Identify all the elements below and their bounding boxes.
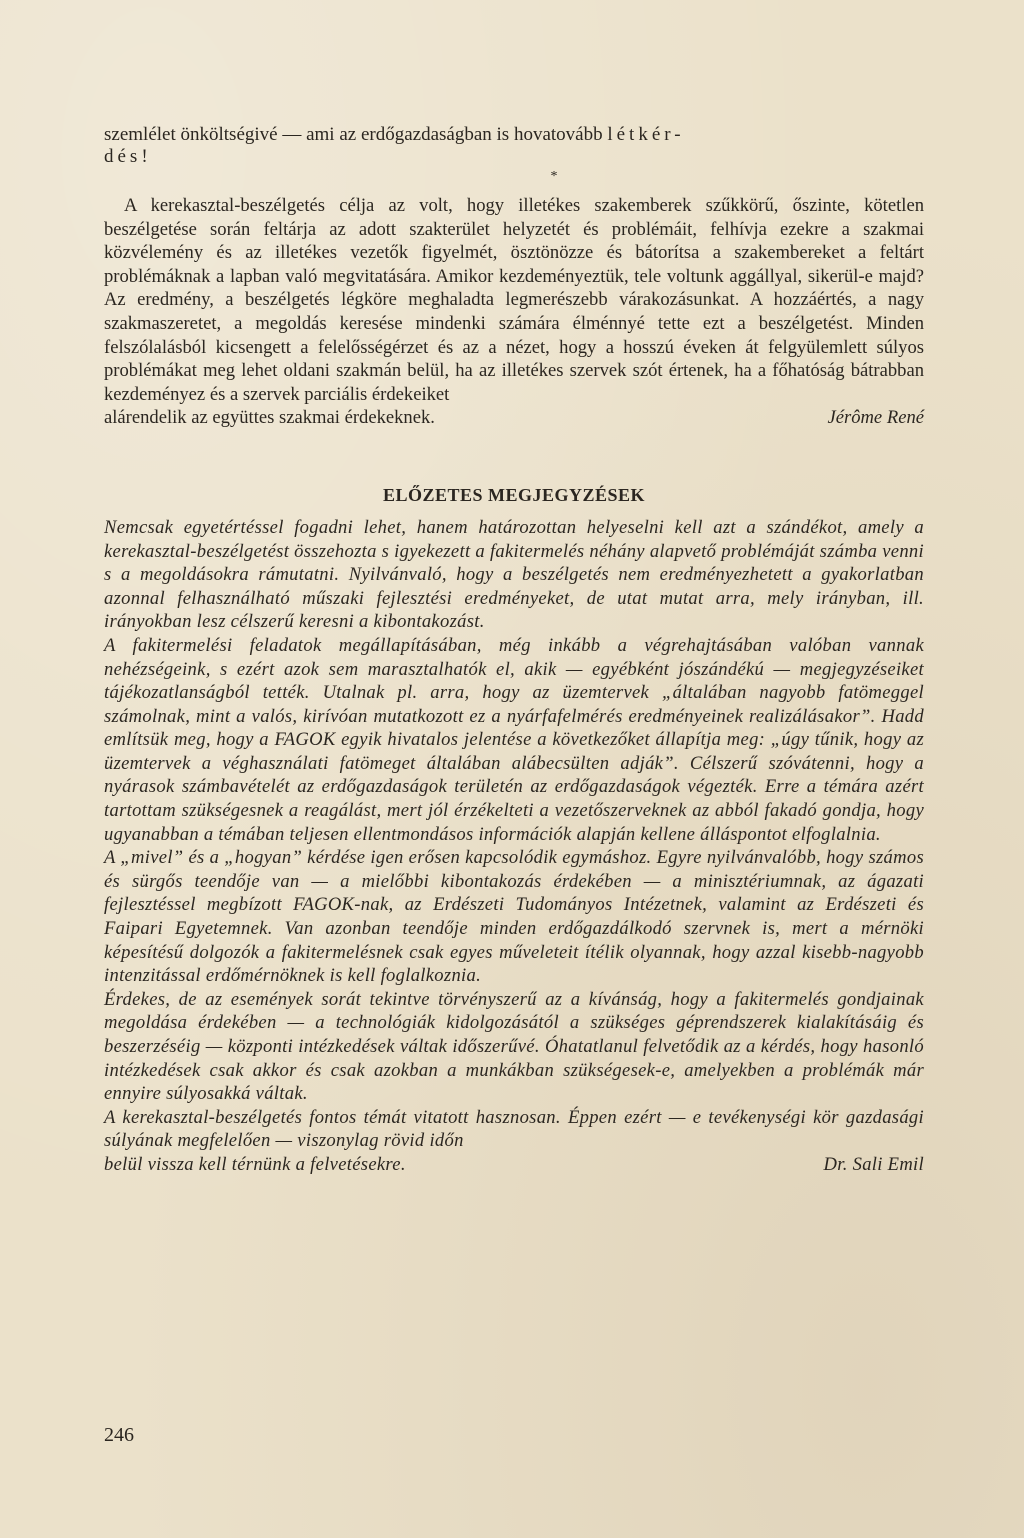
section-paragraph-4: Érdekes, de az események sorát tekintve törvényszerű az a kívánság, hogy a fakitermelés gondjainak megoldása érdekében — a technológiák kidolgozásától a szükséges géprendszerek kialakításáig és beszerzéséig — központi intézkedések váltak időszerűvé. Óhatatlanul felvetődik az a kérdés, hogy hasonló intézkedések csak akkor és csak azokban a munkákban szükségesek-e, amelyekben a problémák már ennyire súlyosakká váltak. [104,988,924,1105]
section-paragraph-1: Nemcsak egyetértéssel fogadni lehet, hanem határozottan helyeselni kell azt a szándékot, amely a kerekasztal-beszélgetést összehozta s igyekezett a fakitermelés néhány alapvető problémáját számba venni s a megoldásokra rámutatni. Nyilvánvaló, hogy a beszélgetés nem eredményezhetett a gyakorlatban azonnal felhasználható műszaki fejlesztési eredményeket, de utat mutat arra, mely irányban, ill. irányokban lesz célszerű keresni a kibontakozást. [104,516,924,633]
continued-text [104,124,924,168]
first-article-last-line: alárendelik az együttes szakmai érdekeknek. [104,407,435,429]
author-signature: Jérôme René [827,407,924,429]
section-separator-asterisk: * [550,169,558,184]
spaced-word-part2: dés! [104,146,152,167]
first-article-closing [104,406,924,430]
section-paragraph-2: A fakitermelési feladatok megállapításában, még inkább a végrehajtásában valóban vannak nehézségeink, s ezért azok sem marasztalhatók el, akik — egyébként jószándékú — megjegyzéseiket tájékozatlanságból tették. Utalnak pl. arra, hogy az üzemtervek „általában nagyobb fatömeggel számolnak, mint a valós, kirívóan mutatkozott ez a nyárfafelmérés eredményeinek realizálásakor”. Hadd említsük meg, hogy a FAGOK egyik hivatalos jelentése a következőket állapítja meg: „úgy tűnik, hogy az üzemtervek a véghasználati fatömeget általában alábecsülten adják”. Célszerű szóvátenni, hogy a nyárasok számbavételét az erdőgazdaságok területén az erdőgazdaságok végezték. Erre a témára azért tartottam szükségesnek a reagálást, mert jól érzékelteti a vezetőszerveknek az abból fakadó gondja, hogy ugyanabban a témában teljesen ellentmondásos információk alapján kellene álláspontot elfoglalnia. [104,634,924,845]
text-column [104,124,924,1177]
continued-text-start: szemlélet önköltségivé — ami az erdőgazdaságban is hovatovább [104,124,603,145]
spaced-word-part1: létkér- [607,124,685,145]
section-last-line: belül vissza kell térnünk a felvetésekre. [104,1153,406,1175]
page-number: 246 [104,1424,134,1446]
section-closing [104,1153,924,1177]
first-article-paragraph: A kerekasztal-beszélgetés célja az volt, hogy illetékes szakemberek szűkkörű, őszinte, kötetlen beszélgetése során feltárja az adott szakterület helyzetét és problémáit, felhívja ezekre a szakmai közvélemény és az illetékes vezetők figyelmét, ösztönözze és bátorítsa a szakembereket a feltárt problémáknak a lapban való megvitatására. Amikor kezdeményeztük, tele voltunk aggállyal, sikerül-e majd? Az eredmény, a beszélgetés légköre meghaladta legmerészebb várakozásunkat. A hozzáértés, a nagy szakmaszeretet, a megoldás keresése mindenki számára élménnyé tette ezt a beszélgetést. Minden felszólalásból kicsengett a felelősségérzet és az a nézet, hogy a hosszú éveken át felgyülemlett súlyos problémákat meg lehet oldani szakmán belül, ha az illetékes szervek szót értenek, ha a főhatóság bátrabban kezdeményez és a szervek parciális érdekeiket [104,195,924,405]
first-article [104,194,924,430]
section-paragraph-3: A „mivel” és a „hogyan” kérdése igen erősen kapcsolódik egymáshoz. Egyre nyilvánvalóbb, hogy számos és sürgős teendője van — a mielőbbi kibontakozás érdekében — a minisztériumnak, az ágazati fejlesztéssel megbízott FAGOK-nak, az Erdészeti Tudományos Intézetnek, valamint az Erdészeti és Faipari Egyetemnek. Van azonban teendője minden erdőgazdálkodó szervnek is, mert a mérnöki képesítésű dolgozók a fakitermelésnek csak egyes műveleteit ítélik olyannak, hogy azzal kisebb-nagyobb intenzitással erdőmérnöknek is kell foglalkoznia. [104,847,924,987]
section-paragraph-5: A kerekasztal-beszélgetés fontos témát vitatott hasznosan. Éppen ezért — e tevékenységi kör gazdasági súlyának megfelelően — viszonylag rövid időn [104,1106,924,1152]
section-signature: Dr. Sali Emil [823,1153,924,1175]
section-title: ELŐZETES MEGJEGYZÉSEK [382,484,646,505]
section-body [104,516,924,1177]
